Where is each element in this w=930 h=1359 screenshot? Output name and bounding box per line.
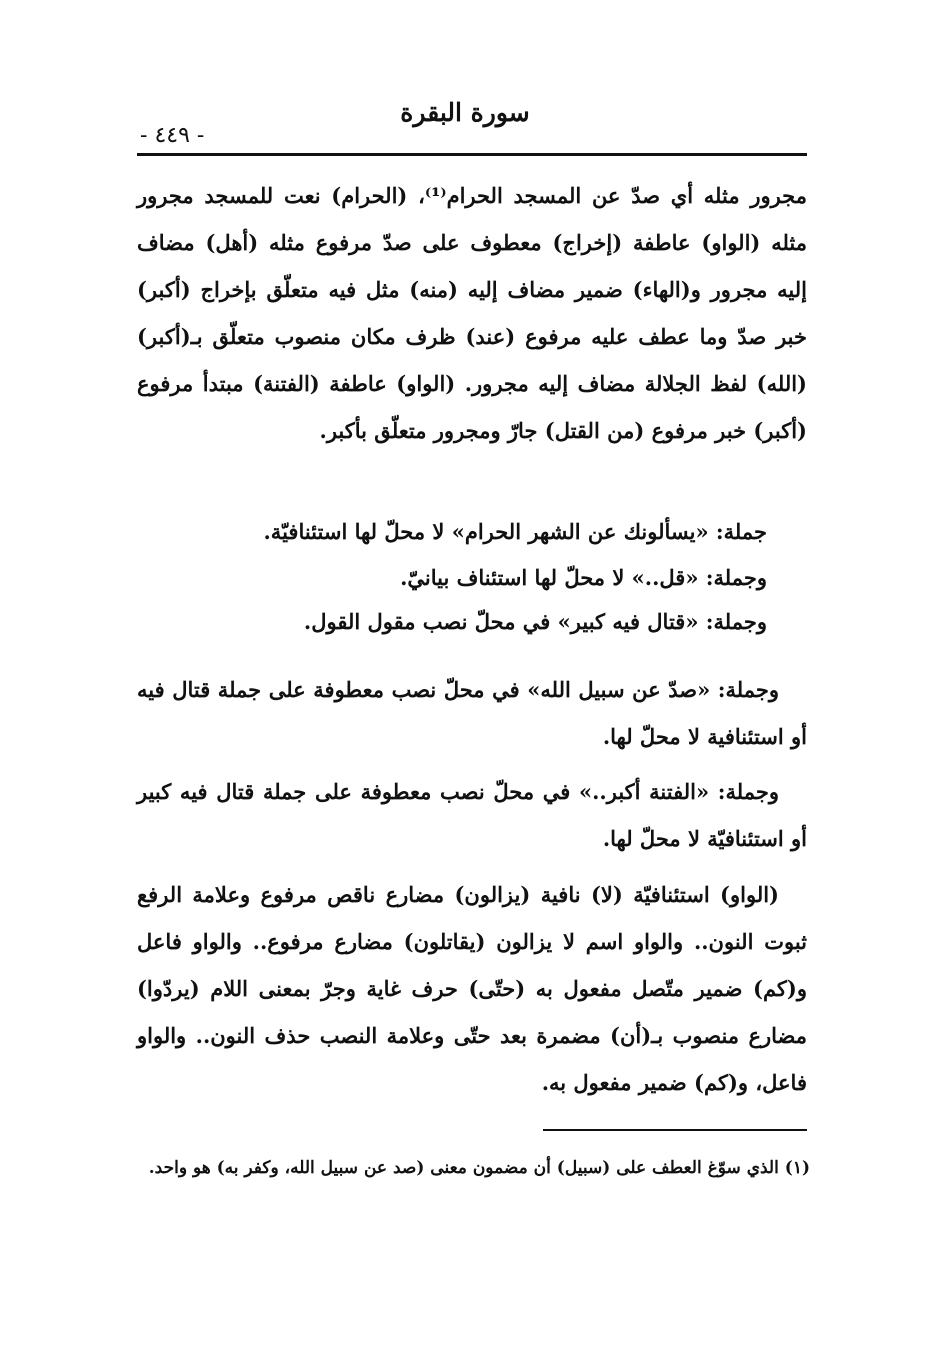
sentence-analysis-5-block: [137, 768, 807, 862]
footnote-divider: [543, 1129, 807, 1131]
paragraph-grammar-analysis: [137, 172, 807, 454]
page-title: سورة البقرة: [400, 98, 530, 127]
sentence-analysis-4: وجملة: «صدّ عن سبيل الله» في محلّ نصب معطوفة على جملة قتال فيه أو استئنافية لا محلّ لها.: [137, 677, 807, 749]
header-divider: [137, 153, 807, 156]
sentence-analysis-4-block: [137, 666, 807, 760]
paragraph-2: (الواو) استئنافيّة (لا) نافية (يزالون) مضارع ناقص مرفوع وعلامة الرفع ثبوت النون.. والواو اسم لا يزالون (يقاتلون) مضارع مرفوع.. والواو فاعل و(كم) ضمير متّصل مفعول به (حتّى) حرف غاية وجرّ بمعنى اللام (يردّوا) مضارع منصوب بـ(أن) مضمرة بعد حتّى وعلامة النصب حذف النون.. والواو فاعل، و(كم) ضمير مفعول به.: [137, 882, 807, 1095]
sentence-analysis-5: وجملة: «الفتنة أكبر..» في محلّ نصب معطوفة على جملة قتال فيه كبير أو استئنافيّة لا محلّ لها.: [137, 779, 807, 851]
paragraph-1: مجرور مثله أي صدّ عن المسجد الحرام⁽¹⁾، (الحرام) نعت للمسجد مجرور مثله (الواو) عاطفة (إخراج) معطوف على صدّ مرفوع مثله (أهل) مضاف إليه مجرور و(الهاء) ضمير مضاف إليه (منه) مثل فيه متعلّق بإخراج (أكبر) خبر صدّ وما عطف عليه مرفوع (عند) ظرف مكان منصوب متعلّق بـ(أكبر) (الله) لفظ الجلالة مضاف إليه مجرور. (الواو) عاطفة (الفتنة) مبتدأ مرفوع (أكبر) خبر مرفوع (من القتل) جارّ ومجرور متعلّق بأكبر.: [137, 183, 807, 443]
sentence-analysis-1: جملة: «يسألونك عن الشهر الحرام» لا محلّ لها استئنافيّة.: [263, 519, 767, 544]
sentence-analysis-2: وجملة: «قل..» لا محلّ لها استئناف بيانيّ.: [400, 565, 767, 590]
sentence-analysis-3: وجملة: «قتال فيه كبير» في محلّ نصب مقول القول.: [303, 609, 767, 634]
footnote: (١) الذي سوّغ العطف على (سبيل) أن مضمون معنى (صد عن سبيل الله، وكفر به) هو واحد.: [148, 1158, 810, 1178]
paragraph-grammar-analysis-2: [137, 871, 807, 1106]
page-number: - ٤٤٩ -: [140, 123, 205, 148]
